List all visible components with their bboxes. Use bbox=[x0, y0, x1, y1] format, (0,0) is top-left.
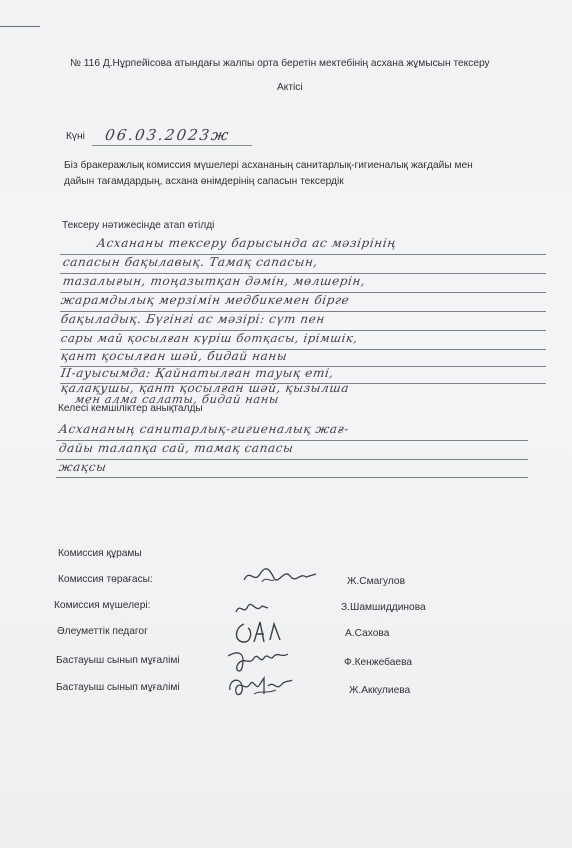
member-role: Комиссия мүшелері: bbox=[54, 600, 151, 611]
member-name: Ф.Кенжебаева bbox=[344, 657, 413, 668]
result-line: сапасын бақылавық. Тамақ сапасын, bbox=[62, 255, 319, 269]
result-line: бақыладық. Бүгінгі ас мәзірі: сүт пен bbox=[60, 312, 326, 326]
date-underline bbox=[92, 145, 252, 146]
intro-line-1: Біз бракеражлық комиссия мүшелері асхананың санитарлық-гигиеналық жағдайы мен bbox=[64, 160, 473, 171]
result-line: қант қосылған шәй, бидай наны bbox=[60, 349, 289, 363]
member-name: Ж.Аккулиева bbox=[349, 685, 411, 696]
findings-line: Асхананың санитарлық-гигиеналық жағ- bbox=[58, 422, 350, 436]
member-name: Ж.Смагулов bbox=[347, 576, 405, 587]
result-line: Асхананы тексеру барысында ас мәзірінің bbox=[96, 236, 398, 250]
member-role: Бастауыш сынып мұғалімі bbox=[56, 682, 180, 693]
findings-rule bbox=[56, 459, 528, 460]
intro-line-2: дайын тағамдардың, асхана өнімдерінің сапасын тексердік bbox=[64, 176, 344, 187]
result-line: тазалығын, тоңазытқан дәмін, мөлшерін, bbox=[62, 274, 367, 288]
commission-title: Комиссия құрамы bbox=[58, 548, 142, 559]
result-line: ІІ-ауысымда: Қайнатылған тауық еті, bbox=[60, 366, 335, 380]
member-role: Әлеуметтік педагог bbox=[57, 626, 148, 637]
result-line: мен алма салаты, бидай наны bbox=[74, 392, 281, 406]
findings-rule bbox=[56, 477, 528, 478]
doc-title: Актісі bbox=[277, 82, 303, 93]
date-value: 06.03.2023ж bbox=[104, 126, 232, 144]
signature-pedagog bbox=[230, 618, 286, 648]
signature-teacher-2 bbox=[224, 672, 296, 702]
date-label: Күні bbox=[66, 131, 85, 142]
member-name: З.Шамшиддинова bbox=[341, 602, 426, 613]
school-line: № 116 Д.Нұрпейісова атындағы жалпы орта беретін мектебінің асхана жұмысын тексеру bbox=[70, 58, 490, 69]
signature-chairman bbox=[240, 562, 320, 588]
signature-member bbox=[232, 596, 272, 620]
findings-label: Келесі кемшіліктер анықталды bbox=[58, 403, 203, 414]
member-role: Комиссия төрағасы: bbox=[58, 574, 153, 585]
corner-mark bbox=[0, 26, 40, 27]
findings-line: дайы талапқа сай, тамақ сапасы bbox=[58, 441, 295, 455]
member-name: А.Сахова bbox=[345, 628, 390, 639]
result-line: сары май қосылған күріш ботқасы, ірімшік, bbox=[60, 331, 359, 345]
result-label: Тексеру нәтижесінде атап өтілді bbox=[62, 220, 215, 231]
member-role: Бастауыш сынып мұғалімі bbox=[56, 655, 180, 666]
findings-line: жақсы bbox=[58, 460, 108, 474]
result-line: қалақушы, қант қосылған шәй, қызылша bbox=[60, 381, 351, 395]
result-line: жарамдылық мерзімін медбикемен бірге bbox=[60, 293, 351, 307]
